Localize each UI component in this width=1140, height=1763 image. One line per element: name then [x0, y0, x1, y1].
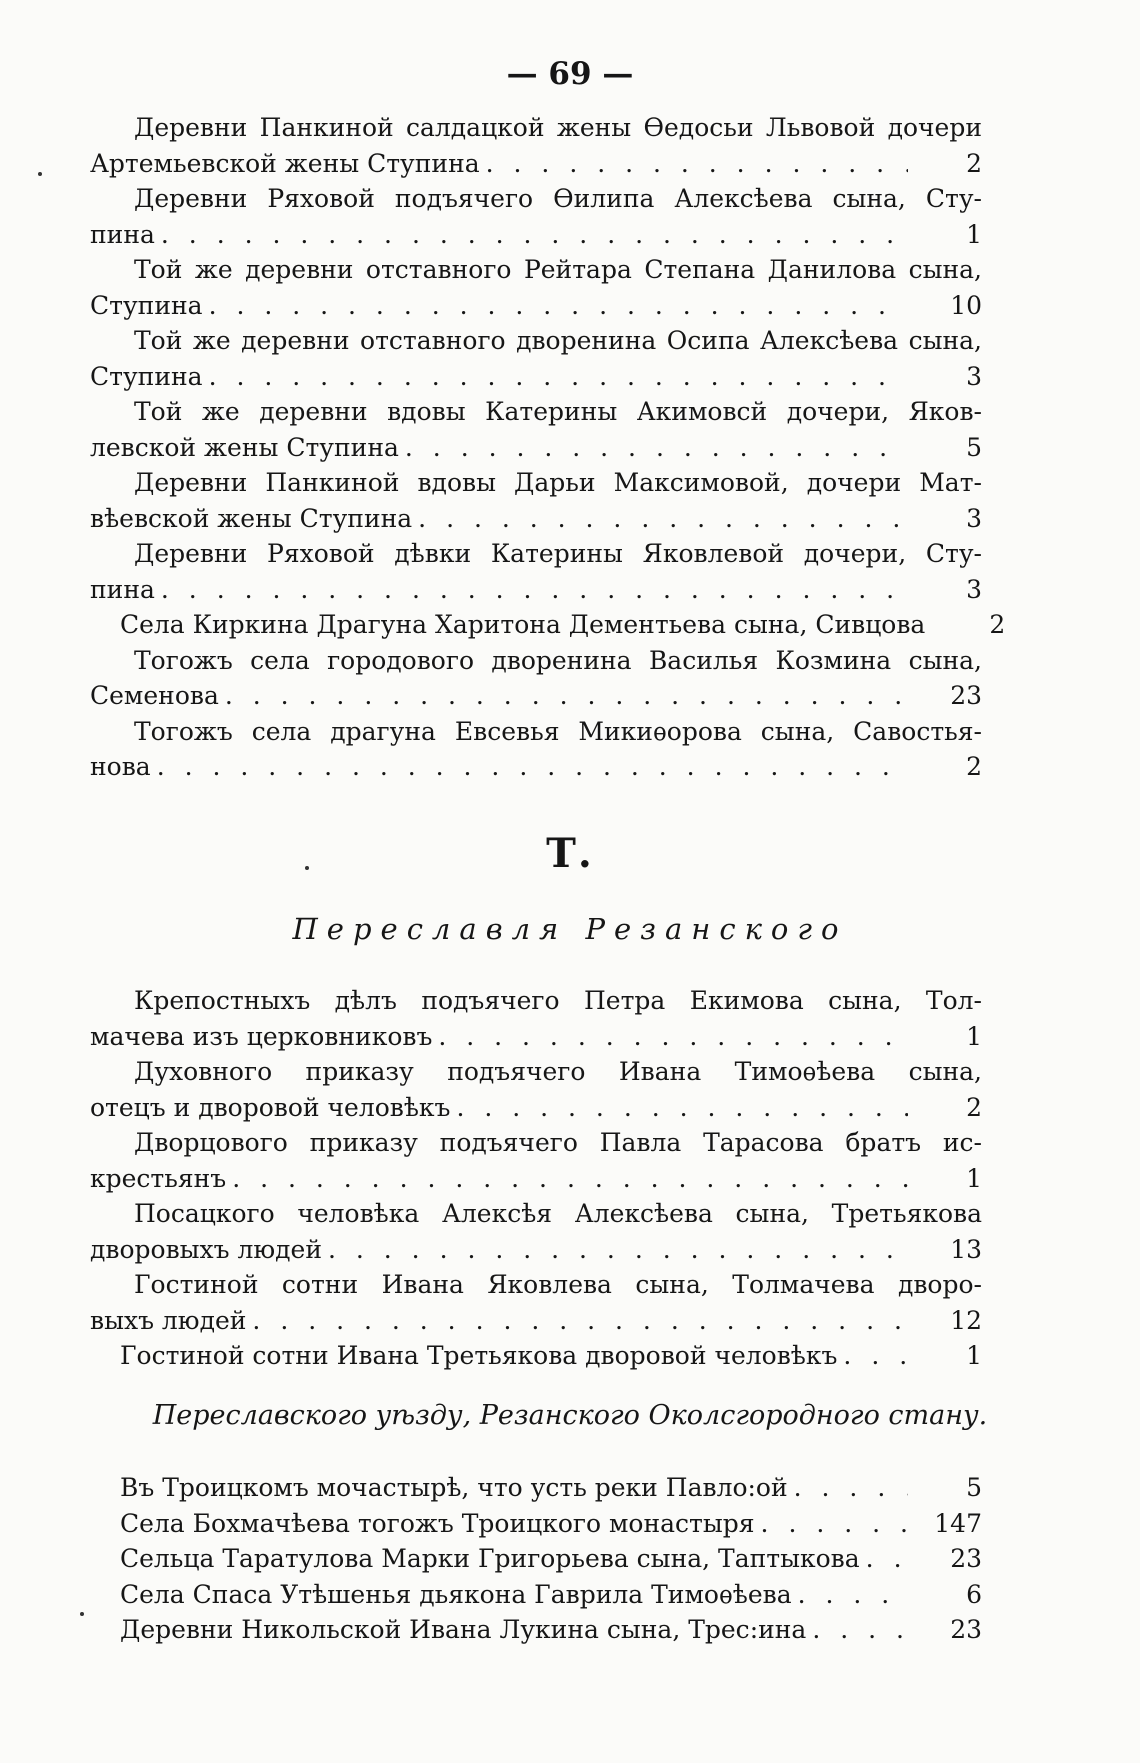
entry-count: 1 — [966, 1163, 982, 1193]
entry-line — [90, 1303, 982, 1339]
register-entry — [90, 394, 982, 465]
entry-text: Деревни Никольской Ивана Лукина сына, Трес:ина — [120, 1615, 807, 1644]
entry-count: 23 — [950, 681, 982, 710]
register-entry — [90, 465, 982, 536]
entry-line — [90, 572, 982, 608]
entry-text: Села Бохмачѣева тогожъ Троицкого монастыря — [120, 1508, 755, 1538]
dot-leader — [761, 1506, 908, 1542]
dot-leader — [438, 1019, 908, 1055]
section-heading-pereslavl: Переславля Резанского — [292, 912, 848, 946]
entry-line — [90, 1506, 982, 1542]
entry-text: выхъ людей — [90, 1305, 247, 1335]
entry-count: 13 — [950, 1234, 982, 1264]
entry-line — [90, 217, 982, 253]
entry-text: крестьянъ — [90, 1163, 227, 1193]
entry-line: Духовного приказу подъячего Ивана Тимоѳѣева сына, — [134, 1057, 982, 1086]
entry-count: 10 — [950, 290, 982, 320]
entry-line — [90, 749, 982, 785]
entry-count: 5 — [966, 432, 982, 462]
entry-line — [90, 288, 982, 324]
register-entry — [90, 252, 982, 323]
dot-leader — [161, 572, 908, 608]
page-number: — 69 — — [506, 56, 634, 92]
entry-line: Гостиной сотни Ивана Яковлева сына, Толмачева дворо- — [134, 1270, 982, 1299]
print-speck — [305, 866, 309, 870]
entry-text: вѣевской жены Ступина — [90, 503, 413, 533]
entry-text: Сельца Таратулова Марки Григорьева сына, Таптыкова — [120, 1544, 860, 1573]
entry-text: пина — [90, 219, 155, 249]
section-heading-uezd: Переславского уѣзду, Резанского Околсгородного стану. — [152, 1400, 988, 1431]
register-entry — [90, 1470, 982, 1506]
register-entry — [90, 1338, 982, 1374]
dot-leader — [232, 1161, 908, 1197]
entry-line — [90, 1612, 982, 1648]
entry-count: 2 — [966, 1092, 982, 1122]
entry-line — [90, 1577, 982, 1613]
register-entry — [90, 110, 982, 181]
dot-leader — [252, 1303, 908, 1339]
entry-line — [90, 430, 982, 466]
entry-text: Ступина — [90, 290, 203, 320]
register-entry — [90, 1267, 982, 1338]
register-entry — [90, 1541, 982, 1577]
register-entry — [90, 536, 982, 607]
entries-middle — [90, 983, 982, 1374]
print-speck — [38, 172, 42, 176]
entry-count: 5 — [966, 1473, 982, 1502]
dot-leader — [794, 1470, 908, 1506]
dot-leader — [209, 359, 908, 395]
entry-line — [90, 146, 982, 182]
register-entry — [90, 983, 982, 1054]
entry-line: Деревни Ряховой подъячего Ѳилипа Алексѣева сына, Сту- — [134, 184, 982, 213]
entry-count: 1 — [966, 1341, 982, 1370]
register-entry — [90, 1125, 982, 1196]
register-entry — [90, 1054, 982, 1125]
entry-count: 147 — [934, 1508, 982, 1538]
entry-line — [90, 501, 982, 537]
entry-text: Семенова — [90, 681, 219, 710]
entry-text: дворовыхъ людей — [90, 1234, 322, 1264]
entry-count: 2 — [966, 148, 982, 178]
entry-line: Дворцового приказу подъячего Павла Тарасова братъ ис- — [134, 1128, 982, 1157]
dot-leader — [486, 146, 908, 182]
dot-leader — [456, 1090, 908, 1126]
entry-text: пина — [90, 574, 155, 604]
entry-line — [90, 1232, 982, 1268]
dot-leader — [418, 501, 908, 537]
entry-line: Деревни Панкиной вдовы Дарьи Максимовой, дочери Мат- — [134, 468, 982, 497]
entry-text: отецъ и дворовой человѣкъ — [90, 1092, 451, 1122]
dot-leader — [161, 217, 908, 253]
entries-top — [90, 110, 1006, 785]
entry-line — [90, 1338, 982, 1374]
entry-text: Гостиной сотни Ивана Третьякова дворовой человѣкъ — [120, 1341, 838, 1370]
entry-count: 1 — [966, 219, 982, 249]
entry-line — [90, 1161, 982, 1197]
dot-leader — [157, 749, 908, 785]
register-entry — [90, 714, 982, 785]
entry-text: Ступина — [90, 361, 203, 391]
dot-leader — [405, 430, 908, 466]
entry-count: 2 — [966, 752, 982, 781]
entry-line — [90, 1019, 982, 1055]
register-entry — [90, 643, 982, 714]
entry-line — [90, 1090, 982, 1126]
entry-text: нова — [90, 752, 151, 781]
register-entry — [90, 607, 1006, 643]
entry-count: 6 — [966, 1579, 982, 1609]
dot-leader — [843, 1338, 908, 1374]
register-entry — [90, 1577, 982, 1613]
entry-line: Деревни Панкиной салдацкой жены Ѳедосьи Львовой дочери — [134, 113, 982, 142]
entry-count: 1 — [966, 1021, 982, 1051]
entry-line — [90, 359, 982, 395]
dot-leader — [812, 1612, 908, 1648]
entry-count: 3 — [966, 361, 982, 391]
entry-line — [90, 678, 982, 714]
register-entry — [90, 1196, 982, 1267]
register-entry — [90, 181, 982, 252]
dot-leader — [866, 1541, 908, 1577]
entry-text: Села Киркина Драгуна Харитона Дементьева сына, Сивцова — [120, 610, 926, 639]
entry-count: 12 — [950, 1305, 982, 1335]
register-entry — [90, 1612, 982, 1648]
entry-count: 3 — [966, 574, 982, 604]
entry-line: Крепостныхъ дѣлъ подъячего Петра Екимова сына, Тол- — [134, 986, 982, 1015]
dot-leader — [225, 678, 908, 714]
entry-line — [90, 1541, 982, 1577]
entry-line — [90, 1470, 982, 1506]
entry-count: 3 — [966, 503, 982, 533]
entry-count: 23 — [950, 1615, 982, 1644]
entry-text: Села Спаса Утѣшенья дьякона Гаврила Тимоѳѣева — [120, 1579, 792, 1609]
entry-count: 23 — [950, 1544, 982, 1573]
entry-line: Тогожъ села драгуна Евсевья Микиѳорова сына, Савостья- — [134, 716, 982, 746]
entry-text: Артемьевской жены Ступина — [90, 148, 480, 178]
print-speck — [80, 1612, 84, 1616]
register-entry — [90, 1506, 982, 1542]
register-entry — [90, 323, 982, 394]
entry-text: мачева изъ церковниковъ — [90, 1021, 433, 1051]
entry-text: левской жены Ступина — [90, 432, 399, 462]
dot-leader — [798, 1577, 908, 1613]
entry-line: Посацкого человѣка Алексѣя Алексѣева сына, Третьякова — [134, 1199, 982, 1228]
dot-leader — [209, 288, 908, 324]
section-letter: Т. — [546, 830, 594, 877]
dot-leader — [328, 1232, 908, 1268]
entry-line: Деревни Ряховой дѣвки Катерины Яковлевой дочери, Сту- — [134, 539, 982, 568]
entry-line — [90, 607, 1006, 643]
entry-text: Въ Троицкомъ мочастырѣ, что усть реки Павло:ой — [120, 1473, 788, 1502]
entries-bottom — [90, 1470, 982, 1648]
entry-line: Той же деревни отставного Рейтара Степана Данилова сына, — [134, 255, 982, 284]
entry-line: Той же деревни отставного дворенина Осипа Алексѣева сына, — [134, 326, 982, 355]
entry-count: 2 — [989, 610, 1006, 639]
entry-line: Тогожъ села городового дворенина Василья Козмина сына, — [134, 645, 982, 675]
entry-line: Той же деревни вдовы Катерины Акимовсй дочери, Яков- — [134, 397, 982, 426]
